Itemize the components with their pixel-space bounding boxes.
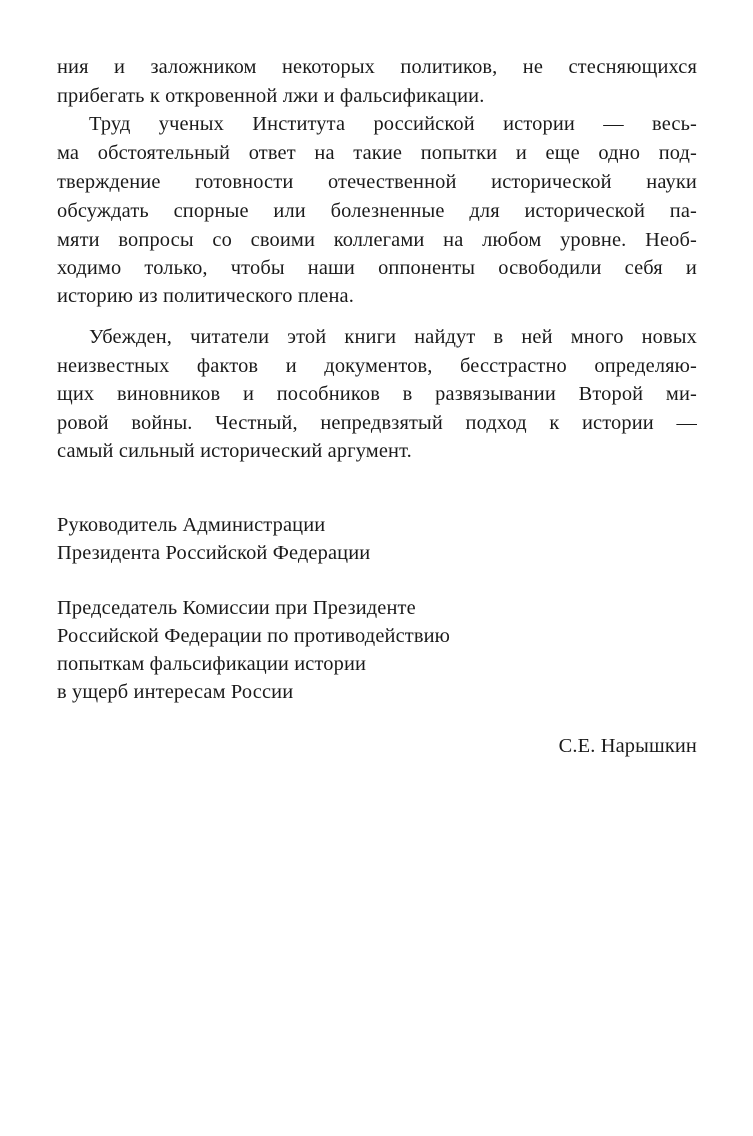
signature-position-2-line-1: Председатель Комиссии при Президенте <box>57 597 416 619</box>
paragraph-3-line-1: Убежден, читатели этой книги найдут в ней много новых <box>89 326 697 348</box>
paragraph-3-line-4: ровой войны. Честный, непредвзятый подход к истории — <box>57 412 697 434</box>
signature-position-1-line-1: Руководитель Администрации <box>57 514 326 536</box>
paragraph-2-line-7: историю из политического плена. <box>57 285 354 307</box>
signature-position-2-line-4: в ущерб интересам России <box>57 681 294 703</box>
paragraph-2-line-1: Труд ученых Института российской истории — весь- <box>89 113 697 135</box>
signature-position-1-line-2: Президента Российской Федерации <box>57 542 371 564</box>
paragraph-1-line-2: прибегать к откровенной лжи и фальсификации. <box>57 85 485 107</box>
signature-position-2-line-2: Российской Федерации по противодействию <box>57 625 451 647</box>
paragraph-3-line-3: щих виновников и пособников в развязывании Второй ми- <box>57 383 697 405</box>
paragraph-2-line-3: тверждение готовности отечественной исторической науки <box>57 171 697 193</box>
paragraph-3-line-2: неизвестных фактов и документов, бесстрастно определяю- <box>57 355 697 377</box>
signatory-name: С.Е. Нарышкин <box>558 735 697 757</box>
paragraph-1-line-1: ния и заложником некоторых политиков, не стесняющихся <box>57 56 697 78</box>
paragraph-3-line-5: самый сильный исторический аргумент. <box>57 440 412 462</box>
signature-position-2-line-3: попыткам фальсификации истории <box>57 653 367 675</box>
paragraph-2-line-6: ходимо только, чтобы наши оппоненты освободили себя и <box>57 257 697 279</box>
paragraph-2-line-4: обсуждать спорные или болезненные для исторической па- <box>57 200 697 222</box>
paragraph-2-line-2: ма обстоятельный ответ на такие попытки и еще одно под- <box>57 142 697 164</box>
paragraph-2-line-5: мяти вопросы со своими коллегами на любом уровне. Необ- <box>57 229 697 251</box>
